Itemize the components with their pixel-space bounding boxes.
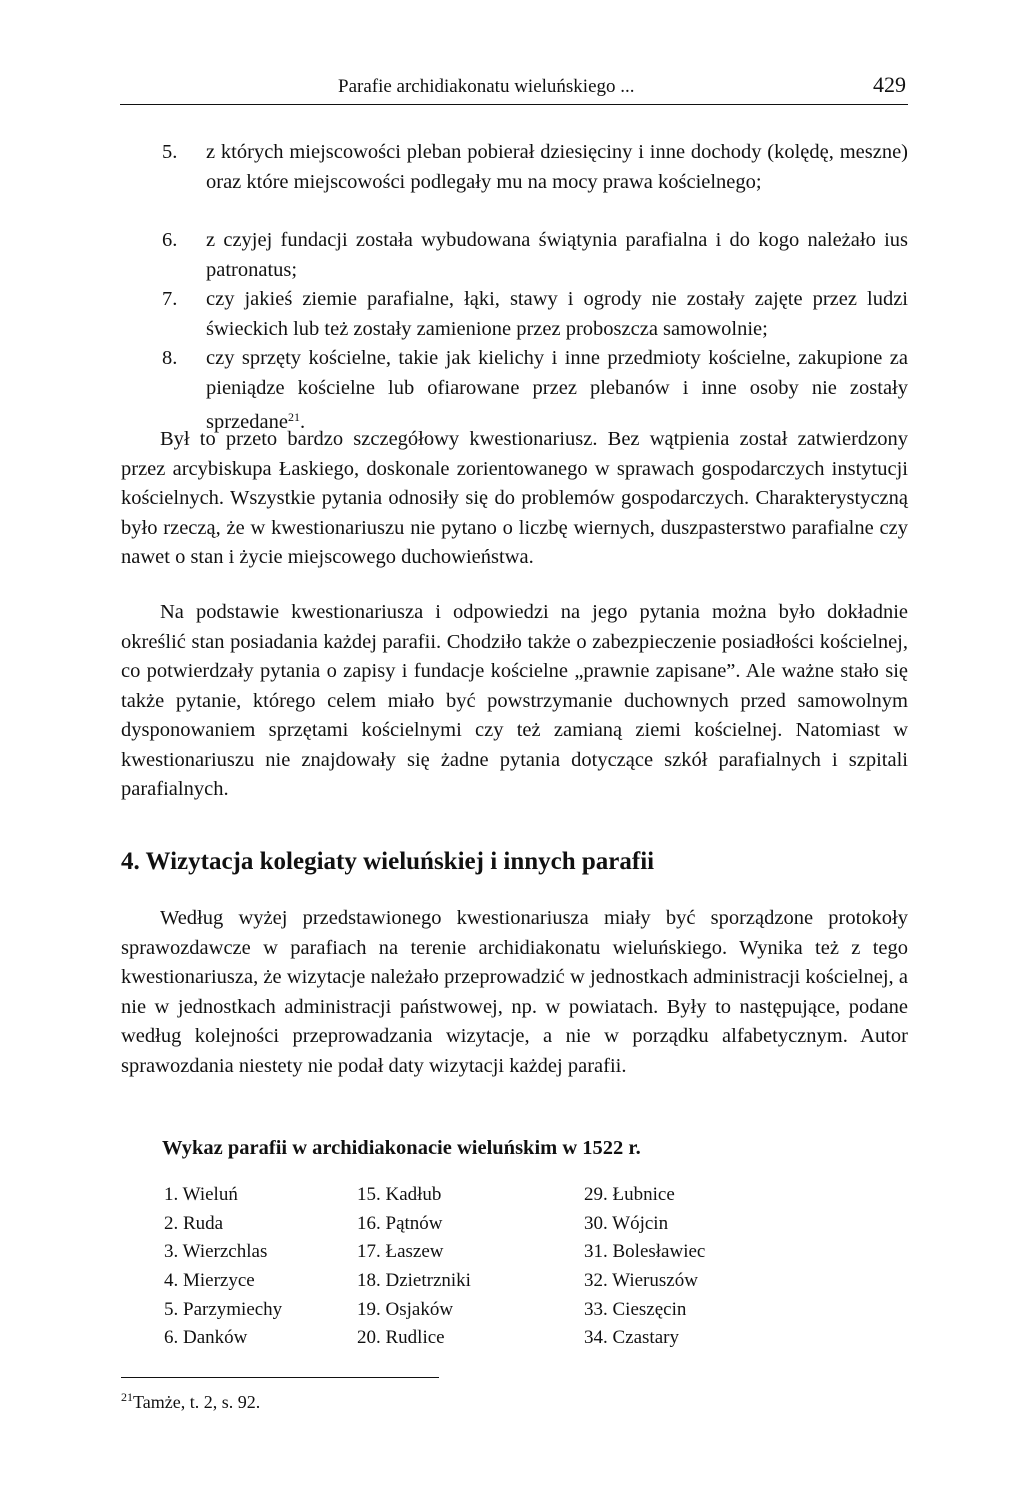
paragraph: Na podstawie kwestionariusza i odpowiedzi na jego pytania można było dokładnie określić stan posiadania każdej parafii. Chodziło także o zabezpieczenie posiadłości kościelnej, co potwierdzały pytania o zapisy i fundacje kościelne „prawnie zapisane”. Ale ważne stało się także pytanie, którego celem miało być powstrzymanie duchownych przed samowolnym dysponowaniem sprzętami kościelnymi czy też zamianą ziemi kościelnej. Natomiast w kwestionariuszu nie znajdowały się żadne pytania dotyczące szkół parafialnych i szpitali parafialnych. [121, 601, 908, 800]
table-column [584, 1181, 705, 1353]
table-cell: 18. Dzietrzniki [357, 1270, 471, 1292]
table-cell: 30. Wójcin [584, 1212, 669, 1234]
section-heading: 4. Wizytacja kolegiaty wieluńskiej i innych parafii [121, 848, 655, 875]
list-item-text: z czyjej fundacji została wybudowana świątynia parafialna i do kogo należało ius patronatus; [206, 229, 908, 281]
table-cell: 19. Osjaków [357, 1298, 454, 1320]
table-cell: 15. Kadłub [357, 1184, 442, 1205]
table-cell: 29. Łubnice [584, 1184, 675, 1205]
table-cell: 20. Rudlice [357, 1327, 445, 1349]
footnote-text: Tamże, t. 2, s. 92. [133, 1392, 261, 1412]
page-number: 429 [873, 72, 906, 97]
table-cell: 31. Bolesławiec [584, 1241, 706, 1263]
table-cell: 17. Łaszew [357, 1241, 444, 1263]
footnote-number: 21 [121, 1390, 133, 1404]
list-item [162, 285, 908, 344]
list-item [162, 344, 908, 438]
list-item-text: z których miejscowości pleban pobierał dziesięciny i inne dochody (kolędę, meszne) oraz które miejscowości podlegały mu na mocy prawa kościelnego; [206, 141, 908, 193]
list-item-number: 6. [162, 229, 178, 251]
table-cell: 1. Wieluń [164, 1184, 238, 1205]
table-cell: 34. Czastary [584, 1327, 679, 1349]
table-cell: 6. Danków [164, 1327, 248, 1349]
list-item [162, 138, 908, 197]
table-cell: 4. Mierzyce [164, 1270, 255, 1292]
table-cell: 32. Wieruszów [584, 1270, 698, 1292]
table-title: Wykaz parafii w archidiakonacie wieluńskim w 1522 r. [162, 1137, 641, 1159]
running-header [120, 72, 908, 105]
list-item-text: czy sprzęty kościelne, takie jak kielichy i inne przedmioty kościelne, zakupione za pieniądze kościelne lub ofiarowane przez plebanów i inne osoby nie zostały sprzedane$^{21}$. [206, 347, 908, 433]
table-cell: 2. Ruda [164, 1212, 224, 1234]
footnote-reference: 21 [287, 410, 300, 424]
table-cell: 5. Parzymiechy [164, 1298, 283, 1320]
table-cell: 33. Cieszęcin [584, 1298, 687, 1320]
list-item-text: czy jakieś ziemie parafialne, łąki, stawy i ogrody nie zostały zajęte przez ludzi świeckich lub też zostały zamienione przez proboszcza samowolnie; [206, 288, 908, 340]
footnote [121, 1390, 260, 1413]
list-item-number: 5. [162, 141, 178, 163]
list-item-number: 8. [162, 347, 178, 369]
table-cell: 3. Wierzchlas [164, 1241, 268, 1263]
footnote-divider [121, 1377, 439, 1378]
table-column [357, 1181, 471, 1353]
paragraph: Był to przeto bardzo szczegółowy kwestionariusz. Bez wątpienia został zatwierdzony przez arcybiskupa Łaskiego, doskonale zorientowanego w sprawach gospodarczych instytucji kościelnych. Wszystkie pytania odnosiły się do problemów gospodarczych. Charakterystyczną było rzeczą, że w kwestionariuszu nie pytano o liczbę wiernych, duszpasterstwo parafialne czy nawet o stan i życie miejscowego duchowieństwa. [121, 428, 908, 568]
list-item-number: 7. [162, 288, 178, 310]
table-column [164, 1181, 282, 1353]
paragraph: Według wyżej przedstawionego kwestionariusza miały być sporządzone protokoły sprawozdawcze w parafiach na terenie archidiakonatu wieluńskiego. Wynika też z tego kwestionariusza, że wizytacje należało przeprowadzić w jednostkach administracji kościelnej, a nie w jednostkach administracji państwowej, np. w powiatach. Były to następujące, podane według kolejności przeprowadzania wizytacje, a nie w porządku alfabetycznym. Autor sprawozdania niestety nie podał daty wizytacji każdej parafii. [121, 907, 908, 1077]
list-item [162, 226, 908, 285]
running-title: Parafie archidiakonatu wieluńskiego ... [338, 76, 635, 97]
table-cell: 16. Pątnów [357, 1212, 443, 1234]
